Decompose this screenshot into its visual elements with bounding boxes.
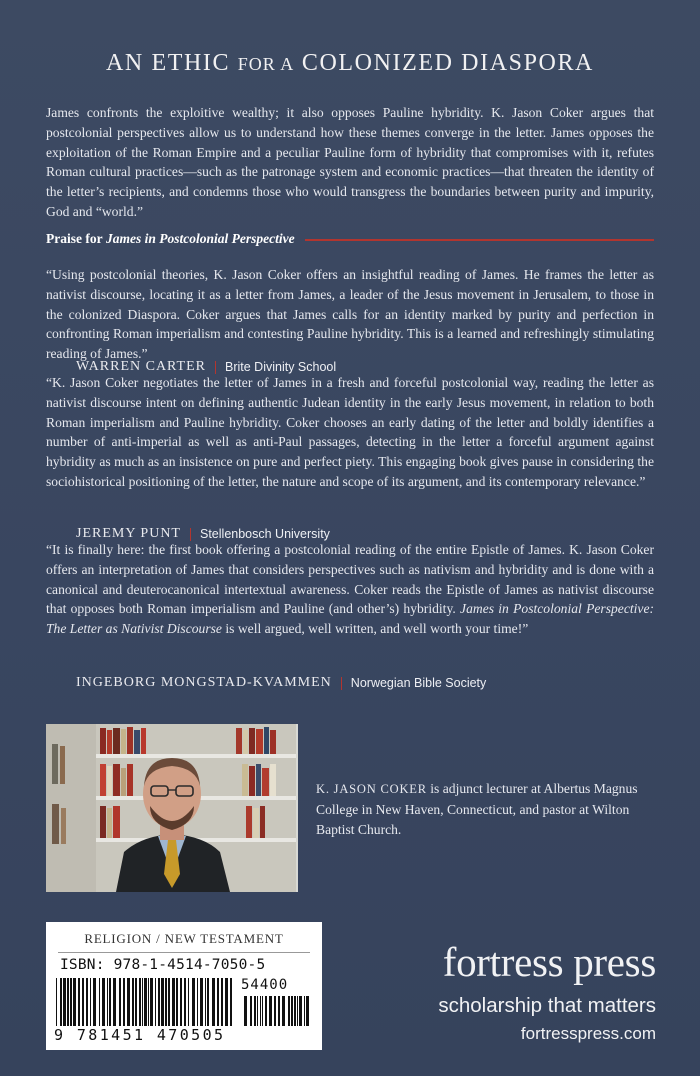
barcode-bar xyxy=(123,978,125,1026)
author-bio xyxy=(316,779,656,839)
praise-book-title: James in Postcolonial Perspective xyxy=(105,231,295,246)
barcode-bar xyxy=(205,978,206,1026)
barcode-digits: 9 781451 470505 xyxy=(54,1026,226,1044)
barcode-bar xyxy=(230,978,232,1026)
price-addon-code: 54400 xyxy=(241,977,289,993)
addon-bar xyxy=(278,996,280,1026)
author-photo xyxy=(46,724,298,892)
quote-3-text: “It is finally here: the first book offering a postcolonial reading of the entire Epistle of James. K. Jason Coker offers an interpretation of James that considers perspectives such as nativism and hybridity and is done with a canonical and deuterocanonical intertextual awareness. Coker reads the Epistle of James as nativist discourse that opposes both Roman imperialism and Pauline (and other’s) hybridity. xyxy=(46,542,654,617)
addon-bar xyxy=(265,996,267,1026)
author-photo-illustration xyxy=(46,724,298,892)
barcode-bar xyxy=(150,978,153,1026)
barcode-bar xyxy=(197,978,198,1026)
headline-part-2: FOR A xyxy=(237,54,295,74)
addon-bar xyxy=(269,996,272,1026)
isbn-text: ISBN: 978-1-4514-7050-5 xyxy=(60,957,266,973)
addon-bar xyxy=(274,996,276,1026)
addon-bar xyxy=(282,996,285,1026)
barcode-bar xyxy=(221,978,223,1026)
endorser-affiliation: Brite Divinity School xyxy=(225,360,337,374)
addon-bar xyxy=(260,996,261,1026)
addon-bar xyxy=(297,996,298,1026)
barcode-bar xyxy=(67,978,69,1026)
addon-bar xyxy=(250,996,252,1026)
publisher-block xyxy=(374,940,656,1044)
barcode-bar xyxy=(135,978,137,1026)
barcode-bar xyxy=(144,978,147,1026)
endorser-affiliation: Norwegian Bible Society xyxy=(350,676,487,690)
barcode-bar xyxy=(200,978,203,1026)
addon-bar xyxy=(288,996,290,1026)
author-name: K. JASON COKER xyxy=(316,782,427,796)
barcode-bar xyxy=(158,978,160,1026)
attribution-separator xyxy=(190,528,191,541)
barcode-bar xyxy=(155,978,156,1026)
barcode-bar xyxy=(109,978,111,1026)
barcode-bar xyxy=(107,978,108,1026)
barcode-bar xyxy=(188,978,189,1026)
endorser-name: WARREN CARTER xyxy=(76,359,206,374)
barcode-bar xyxy=(93,978,96,1026)
publisher-slogan: scholarship that matters xyxy=(438,994,656,1017)
addon-bar xyxy=(306,996,309,1026)
endorser-affiliation: Stellenbosch University xyxy=(200,527,330,541)
barcode-bar xyxy=(90,978,91,1026)
cover-headline xyxy=(0,50,700,77)
addon-bar xyxy=(262,996,263,1026)
barcode-bar xyxy=(142,978,143,1026)
barcode-bar xyxy=(212,978,215,1026)
barcode-bar xyxy=(73,978,76,1026)
book-description: James confronts the exploitive wealthy; it also opposes Pauline hybridity. K. Jason Coker argues that postcolonial perspectives allow us to understand how these themes converge in the letter. James opposes the exploitation of the Roman Empire and a peculiar Pauline form of hybridity that compromises with it, refutes Roman cultural practices—such as the patronage system and economic practices—that threaten the identity of the letter’s recipients, and condemns those who would transgress the boundaries between purity and impurity, God and “world.” xyxy=(46,105,654,219)
attribution-separator xyxy=(215,361,216,374)
praise-heading xyxy=(46,231,654,247)
barcode-bar xyxy=(225,978,228,1026)
barcode-bar xyxy=(63,978,66,1026)
publisher-website: fortresspress.com xyxy=(520,1024,656,1043)
book-category: RELIGION / NEW TESTAMENT xyxy=(84,931,284,946)
quote-3-text-end: is well argued, well written, and well worth your time!” xyxy=(225,621,529,637)
barcode-bar xyxy=(119,978,121,1026)
endorsement-quote-1: “Using postcolonial theories, K. Jason Coker offers an insightful reading of James. He frames the letter as nativist discourse, locating it as a letter from James, a leader of the Jesus movement in Jerusalem, to those in the colonized Diaspora. Coker argues that James calls for an identity marked by purity and perfection in confronting Roman imperialism and contesting Pauline hybridity. This is a learned and refreshingly stimulating reading of James.” xyxy=(46,267,654,362)
endorsement-quote-2: “K. Jason Coker negotiates the letter of James in a fresh and forceful postcolonial way, reading the letter as nativist discourse intent on defining authentic Judean identity in the early Jesus movement, in relation to both Roman imperialism and Pauline hybridity. Coker chooses an early dating of the letter and boldly identifies a number of anti-imperial as well as anti-Paul passages, detecting in the letter a forceful argument against hybridity as much as an insistence on pure and perfect piety. This engaging book gives pause in considering the sociohistorical positioning of the letter, the nature and scope of its argument, and its contemporary relevance.” xyxy=(46,375,654,489)
praise-label: Praise for xyxy=(46,231,103,246)
headline-part-3: COLONIZED DIASPORA xyxy=(301,50,594,76)
addon-bar xyxy=(254,996,256,1026)
quote-3-book-title: James in Postcolonial Perspective: The Letter as Nativist Discourse xyxy=(46,601,654,637)
barcode-bar xyxy=(70,978,72,1026)
barcode-bar xyxy=(56,978,57,1026)
endorser-name: INGEBORG MONGSTAD-KVAMMEN xyxy=(76,675,332,690)
barcode-bar xyxy=(86,978,88,1026)
barcode-bar xyxy=(82,978,84,1026)
isbn-barcode-panel xyxy=(46,922,322,1050)
barcode-bar xyxy=(165,978,167,1026)
endorsement-attribution-3 xyxy=(76,675,486,691)
addon-bar xyxy=(304,996,305,1026)
addon-bar xyxy=(257,996,258,1026)
barcode-bar xyxy=(102,978,105,1026)
barcode-bar xyxy=(148,978,149,1026)
barcode-bar xyxy=(168,978,170,1026)
barcode-bar xyxy=(176,978,178,1026)
praise-divider xyxy=(305,239,654,241)
headline-part-1: AN ETHIC xyxy=(105,50,231,76)
barcode-bar xyxy=(60,978,62,1026)
barcode-bar xyxy=(113,978,116,1026)
barcode-bar xyxy=(184,978,186,1026)
attribution-separator xyxy=(341,677,342,690)
endorsement-quote-3 xyxy=(46,540,654,639)
barcode-bar xyxy=(180,978,182,1026)
barcode-bar xyxy=(139,978,141,1026)
barcode-bar xyxy=(217,978,219,1026)
addon-bar xyxy=(291,996,293,1026)
barcode-bar xyxy=(78,978,80,1026)
barcode-bar xyxy=(172,978,175,1026)
publisher-name: fortress press xyxy=(442,939,656,985)
addon-bar xyxy=(299,996,302,1026)
addon-bar xyxy=(244,996,247,1026)
barcode-bar xyxy=(161,978,164,1026)
author-bio-text: is adjunct lecturer at Albertus Magnus College in New Haven, Connecticut, and pastor at Wilton Baptist Church. xyxy=(316,781,638,837)
addon-bar xyxy=(294,996,296,1026)
barcode-bar xyxy=(99,978,100,1026)
barcode-bar xyxy=(192,978,195,1026)
barcode-bar xyxy=(207,978,209,1026)
barcode-bar xyxy=(132,978,134,1026)
barcode-bar xyxy=(127,978,130,1026)
endorser-name: JEREMY PUNT xyxy=(76,526,181,541)
